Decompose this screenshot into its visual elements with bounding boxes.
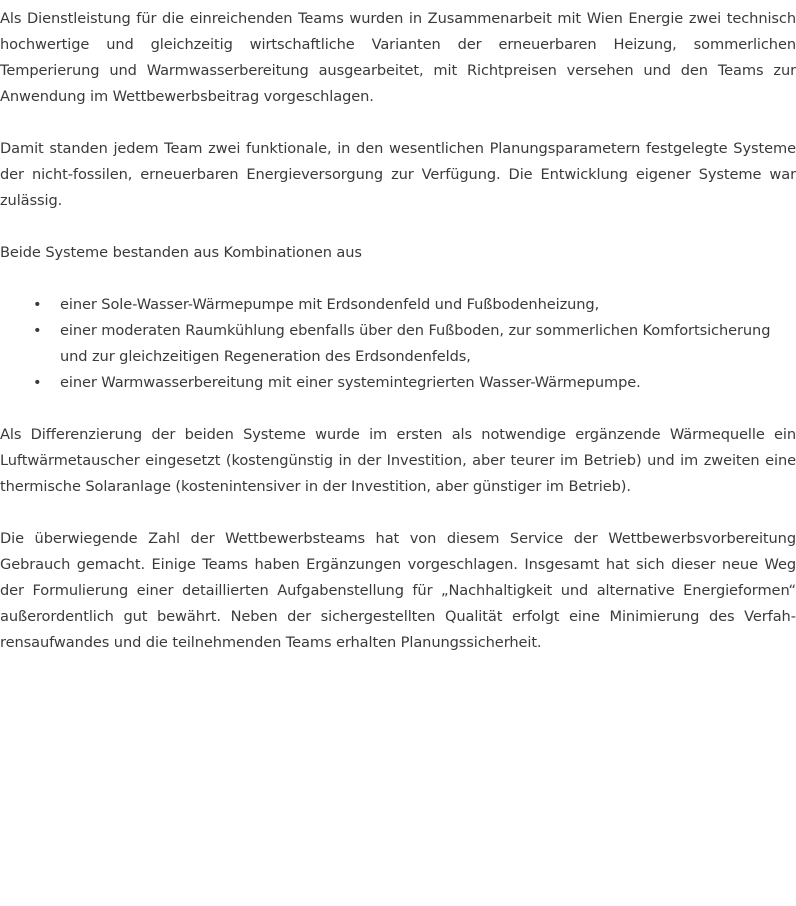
paragraph-service: Als Dienstleistung für die einreichenden Teams wurden in Zusammenarbeit mit Wien Energie zwei technisch hochwertige und gleichzeitig wirtschaftliche Varianten der erneuerbaren Heizung, sommerlichen Temperierung und Warmwasserbereitung ausgearbeitet, mit Richtpreisen versehen und den Teams zur Anwendung im Wettbewerbsbeitrag vorgeschlagen. [0,10,796,105]
list-item-text: einer Warmwasserbereitung mit einer systemintegrierten Wasser-Wärmepumpe. [60,374,641,391]
document-body [0,6,796,656]
paragraph-combinations-intro: Beide Systeme bestanden aus Kombinationen aus [0,244,362,261]
bullet-icon: • [33,296,42,313]
system-components-list [0,292,796,396]
paragraph-conclusion: Die überwiegende Zahl der Wettbewerbsteams hat von diesem Service der Wettbewerbsvorbereitung Gebrauch gemacht. Einige Teams haben Ergänzungen vorgeschlagen. Insgesamt hat sich dieser neue Weg der Formulierung einer detaillierten Aufgabenstellung für „Nachhaltigkeit und alternative Energieformen“ außerordentlich gut bewährt. Neben der sichergestellten Qualität erfolgt eine Minimierung des Verfahrensaufwandes und die teilnehmenden Teams erhalten Planungssicherheit. [0,530,796,651]
list-item-text: einer moderaten Raumkühlung ebenfalls über den Fußboden, zur sommerlichen Komfortsicherung und zur gleichzeitigen Regeneration des Erdsondenfelds, [60,322,771,365]
list-item [0,318,796,370]
bullet-icon: • [33,322,42,339]
list-item [0,370,796,396]
paragraph-systems: Damit standen jedem Team zwei funktionale, in den wesentlichen Planungsparametern festgelegte Systeme der nicht-fossilen, erneuerbaren Energieversorgung zur Verfügung. Die Entwicklung eigener Systeme war zulässig. [0,140,796,209]
list-item-text: einer Sole-Wasser-Wärmepumpe mit Erdsondenfeld und Fußbodenheizung, [60,296,600,313]
list-item [0,292,796,318]
paragraph-differentiation: Als Differenzierung der beiden Systeme wurde im ersten als notwendige ergänzende Wärmequelle ein Luftwärmetauscher eingesetzt (kostengünstig in der Investition, aber teurer im Betrieb) und im zweiten eine thermische Solaranlage (kostenintensiver in der Investition, aber günstiger im Betrieb). [0,426,796,495]
bullet-icon: • [33,374,42,391]
